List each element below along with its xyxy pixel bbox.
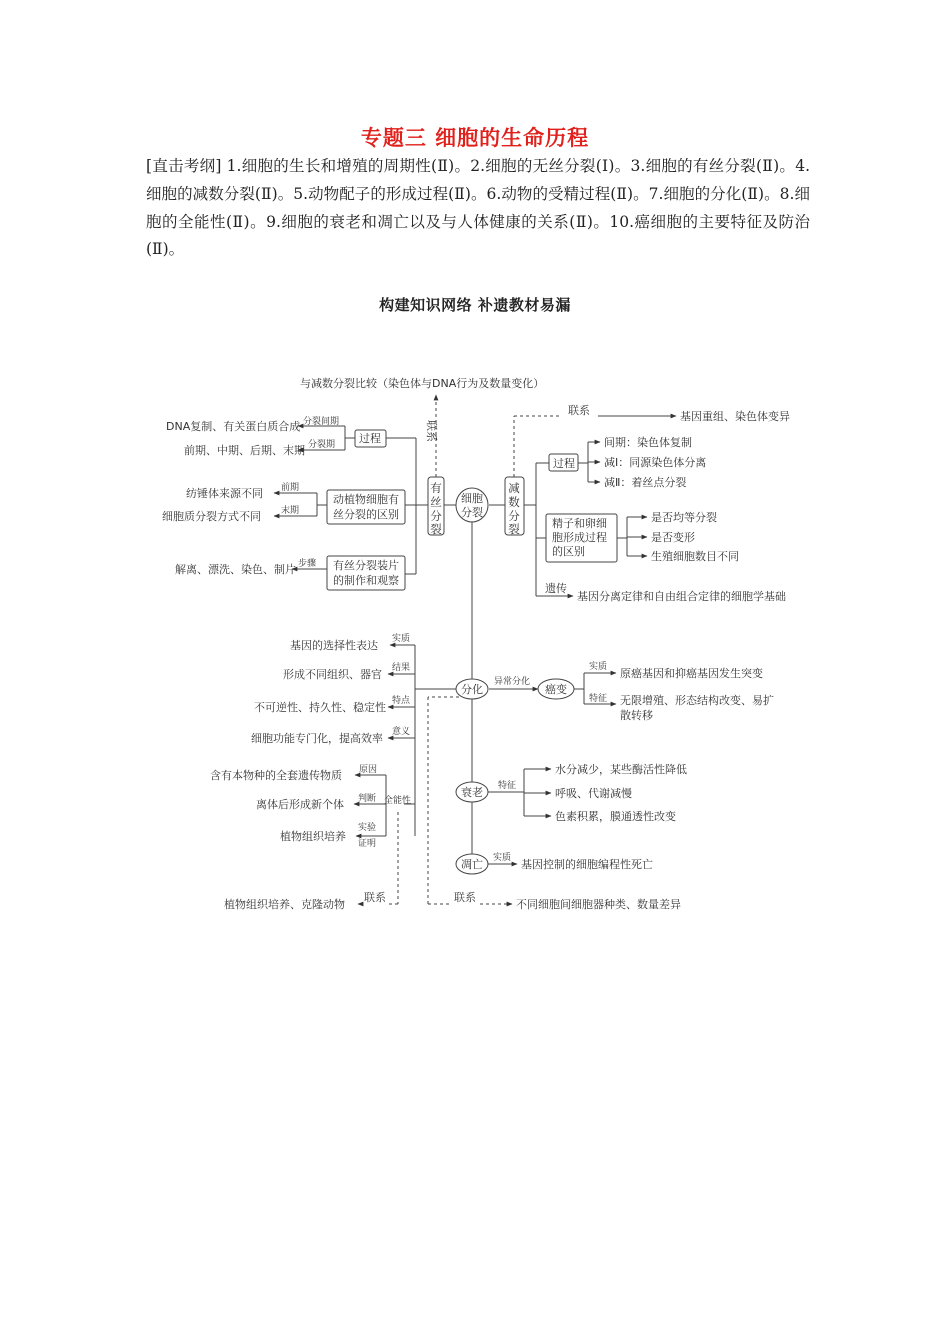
dna-replication-text: DNA复制、有关蛋白质合成 bbox=[166, 420, 301, 433]
cytokinesis-text: 细胞质分裂方式不同 bbox=[162, 510, 261, 523]
diff-result-text: 形成不同组织、器官 bbox=[283, 668, 382, 681]
meiosis-char-3: 分 bbox=[508, 509, 520, 523]
outline-body: 1.细胞的生长和增殖的周期性(Ⅱ)。2.细胞的无丝分裂(Ⅰ)。3.细胞的有丝分裂(Ⅱ)。4.细胞的减数分裂(Ⅱ)。5.动物配子的形成过程(Ⅱ)。6.动物的受精过程(Ⅱ)。7.细胞的分化(Ⅱ)。8.细胞的全能性(Ⅱ)。9.细胞的衰老和凋亡以及与人体健康的关系(Ⅱ)。10.癌细胞的主要特征及防治(Ⅱ)。 bbox=[146, 157, 810, 259]
mitosis-char-4: 裂 bbox=[430, 522, 442, 536]
meiosis-link-label: 联系 bbox=[568, 404, 590, 417]
center-label-1: 细胞 bbox=[461, 492, 483, 505]
totipotency-link-label: 联系 bbox=[364, 891, 386, 904]
deformation-text: 是否变形 bbox=[651, 531, 695, 544]
cancer-feature-label: 特征 bbox=[589, 694, 608, 704]
heredity-label: 遗传 bbox=[545, 582, 567, 595]
apoptosis-essence-text: 基因控制的细胞编程性死亡 bbox=[521, 858, 653, 871]
cloning-text: 植物组织培养、克隆动物 bbox=[224, 898, 345, 911]
interphase-label: 分裂间期 bbox=[303, 417, 340, 427]
experiment-label-2: 证明 bbox=[358, 839, 377, 849]
mitosis-diff-line-2: 丝分裂的区别 bbox=[333, 508, 399, 521]
meiosis-char-4: 裂 bbox=[508, 522, 520, 536]
diff-meaning-label: 意义 bbox=[392, 727, 411, 737]
mitotic-phases-text: 前期、中期、后期、末期 bbox=[184, 444, 305, 457]
cancer-feature-line-2: 散转移 bbox=[620, 709, 653, 722]
outline-tag: [直击考纲] bbox=[146, 157, 222, 175]
diff-essence-label: 实质 bbox=[392, 634, 411, 644]
prophase-label: 前期 bbox=[281, 483, 300, 493]
mitosis-link-label: 联系 bbox=[425, 420, 438, 442]
meiosis-process-label: 过程 bbox=[553, 457, 575, 470]
mitosis-char-1: 有 bbox=[430, 481, 442, 495]
spindle-text: 纺锤体来源不同 bbox=[186, 487, 263, 500]
germ-cell-count-text: 生殖细胞数目不同 bbox=[651, 550, 739, 563]
tissue-culture-text: 植物组织培养 bbox=[280, 830, 346, 843]
aging-metabolism-text: 呼吸、代谢减慢 bbox=[555, 787, 632, 800]
totipotency-judge-label: 判断 bbox=[358, 794, 377, 804]
steps-label: 步骤 bbox=[298, 559, 317, 569]
center-label-2: 分裂 bbox=[461, 506, 483, 519]
page-title: 专题三 细胞的生命历程 bbox=[360, 125, 590, 150]
equal-division-text: 是否均等分裂 bbox=[651, 511, 717, 524]
apoptosis-essence-label: 实质 bbox=[493, 853, 512, 863]
aging-pigment-text: 色素积累，膜通透性改变 bbox=[555, 810, 676, 823]
heredity-basis-text: 基因分离定律和自由组合定律的细胞学基础 bbox=[577, 590, 786, 603]
section-subheading: 构建知识网络 补遗教材易漏 bbox=[379, 296, 571, 314]
diff-result-label: 结果 bbox=[392, 663, 411, 673]
mitosis-char-2: 丝 bbox=[430, 495, 442, 509]
gamete-box-line-3: 的区别 bbox=[552, 545, 585, 558]
totipotency-cause-text: 含有本物种的全套遗传物质 bbox=[210, 769, 342, 782]
diff-meaning-text: 细胞功能专门化，提高效率 bbox=[251, 732, 383, 745]
mitosis-obs-line-1: 有丝分裂装片 bbox=[333, 559, 399, 572]
mitosis-process-label: 过程 bbox=[359, 432, 381, 445]
totipotency-judge-text: 离体后形成新个体 bbox=[256, 798, 344, 811]
gamete-box-line-1: 精子和卵细 bbox=[552, 517, 607, 530]
meiosis-interphase-text: 间期：染色体复制 bbox=[604, 436, 692, 449]
meiosis-1-text: 减Ⅰ：同源染色体分离 bbox=[604, 456, 707, 469]
abnormal-diff-label: 异常分化 bbox=[494, 677, 531, 687]
organelle-diff-text: 不同细胞间细胞器种类、数量差异 bbox=[516, 898, 681, 911]
mitosis-diff-line-1: 动植物细胞有 bbox=[333, 493, 399, 506]
diff-feature-text: 不可逆性、持久性、稳定性 bbox=[254, 701, 386, 714]
diff-essence-text: 基因的选择性表达 bbox=[290, 639, 378, 652]
meiosis-char-1: 减 bbox=[508, 481, 520, 495]
experiment-label-1: 实验 bbox=[358, 823, 377, 833]
telophase-label: 末期 bbox=[281, 506, 300, 516]
differentiation-label: 分化 bbox=[461, 683, 483, 696]
mitosis-obs-line-2: 的制作和观察 bbox=[333, 574, 399, 587]
division-phase-label: 分裂期 bbox=[308, 440, 336, 450]
cancer-label: 癌变 bbox=[545, 683, 567, 696]
meiosis-2-text: 减Ⅱ：着丝点分裂 bbox=[604, 476, 687, 489]
cancer-essence-label: 实质 bbox=[589, 662, 608, 672]
mitosis-char-3: 分 bbox=[430, 509, 442, 523]
meiosis-char-2: 数 bbox=[508, 495, 520, 509]
aging-label: 衰老 bbox=[461, 786, 483, 799]
aging-feature-label: 特征 bbox=[498, 781, 517, 791]
recombination-text: 基因重组、染色体变异 bbox=[680, 410, 790, 423]
aging-water-text: 水分减少，某些酶活性降低 bbox=[555, 763, 687, 776]
apoptosis-label: 凋亡 bbox=[461, 858, 483, 871]
totipotency-label: 全能性 bbox=[384, 796, 412, 806]
cancer-essence-text: 原癌基因和抑癌基因发生突变 bbox=[620, 667, 763, 680]
slide-steps-text: 解离、漂洗、染色、制片 bbox=[175, 563, 296, 576]
compare-meiosis-label: 与减数分裂比较（染色体与DNA行为及数量变化） bbox=[300, 377, 545, 390]
cancer-feature-line-1: 无限增殖、形态结构改变、易扩 bbox=[620, 694, 774, 707]
gamete-box-line-2: 胞形成过程 bbox=[552, 531, 607, 544]
totipotency-cause-label: 原因 bbox=[359, 765, 378, 775]
organelle-link-label: 联系 bbox=[454, 891, 476, 904]
diff-feature-label: 特点 bbox=[392, 696, 411, 706]
